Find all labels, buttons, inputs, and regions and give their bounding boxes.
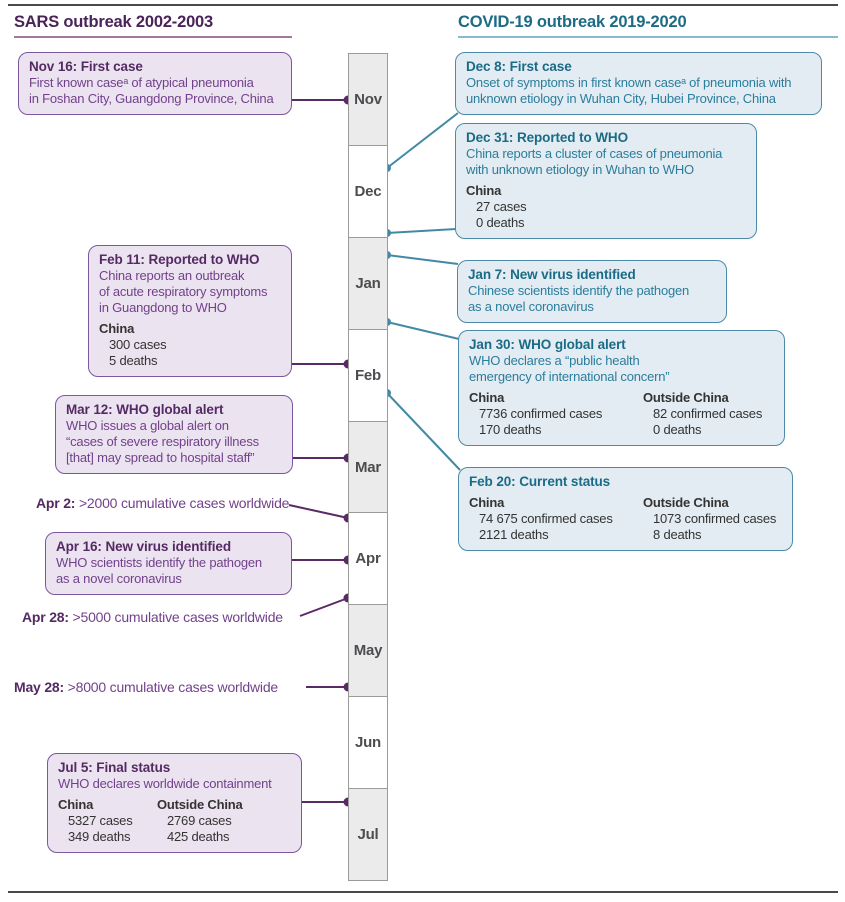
case-stats xyxy=(469,390,774,438)
stats-region-label: Outside China xyxy=(157,797,243,812)
stats-china xyxy=(466,183,526,231)
month-cell-jan: Jan xyxy=(349,237,387,329)
event-text-line: [that] may spread to hospital staff” xyxy=(66,450,255,465)
month-cell-jun: Jun xyxy=(349,696,387,788)
event-text-line: WHO scientists identify the pathogen xyxy=(56,555,262,570)
stats-region-label: China xyxy=(58,797,94,812)
case-stats xyxy=(466,183,746,231)
stats-cases: 300 cases xyxy=(109,337,167,352)
connector-feb20 xyxy=(387,393,460,470)
stats-deaths: 170 deaths xyxy=(479,422,542,437)
stats-deaths: 0 deaths xyxy=(653,422,702,437)
event-text-line: emergency of international concern” xyxy=(469,369,670,384)
event-text-line: unknown etiology in Wuhan City, Hubei Province, China xyxy=(466,91,776,106)
event-text-line: in Guangdong to WHO xyxy=(99,300,227,315)
event-title: Mar 12: WHO global alert xyxy=(66,402,224,417)
stats-deaths: 2121 deaths xyxy=(479,527,549,542)
milestone-date: Apr 2: xyxy=(36,495,76,511)
stats-cases: 5327 cases xyxy=(68,813,133,828)
event-text-line: First known caseᵃ of atypical pneumonia xyxy=(29,75,254,90)
connector-dec8 xyxy=(387,113,458,168)
milestone-text: >8000 cumulative cases worldwide xyxy=(63,679,278,695)
connector-jan7 xyxy=(387,255,458,264)
event-title: Jan 30: WHO global alert xyxy=(469,337,626,352)
event-box-covid-dec8 xyxy=(455,52,822,115)
milestone-apr28 xyxy=(22,609,283,625)
stats-cases: 2769 cases xyxy=(167,813,232,828)
stats-china xyxy=(99,321,166,369)
top-rule xyxy=(8,4,838,6)
event-box-covid-dec31 xyxy=(455,123,757,239)
sars-panel-title: SARS outbreak 2002-2003 xyxy=(14,13,213,31)
month-cell-dec: Dec xyxy=(349,145,387,237)
case-stats xyxy=(58,797,291,845)
event-text-line: WHO issues a global alert on xyxy=(66,418,229,433)
event-text-line: Chinese scientists identify the pathogen xyxy=(468,283,690,298)
event-text-line: in Foshan City, Guangdong Province, China xyxy=(29,91,274,106)
event-text-line: WHO declares a “public health xyxy=(469,353,640,368)
stats-deaths: 425 deaths xyxy=(167,829,230,844)
event-text-line: WHO declares worldwide containment xyxy=(58,776,272,791)
stats-cases: 1073 confirmed cases xyxy=(653,511,777,526)
milestone-apr2 xyxy=(36,495,289,511)
stats-deaths: 349 deaths xyxy=(68,829,131,844)
stats-outside-china xyxy=(643,495,776,543)
event-title: Jul 5: Final status xyxy=(58,760,171,775)
stats-outside-china xyxy=(157,797,243,845)
event-box-sars-nov16 xyxy=(18,52,292,115)
event-box-sars-jul5 xyxy=(47,753,302,853)
stats-deaths: 8 deaths xyxy=(653,527,702,542)
connector-apr28 xyxy=(300,598,348,616)
milestone-text: >2000 cumulative cases worldwide xyxy=(75,495,290,511)
stats-cases: 74 675 confirmed cases xyxy=(479,511,613,526)
covid-panel-title: COVID-19 outbreak 2019-2020 xyxy=(458,13,687,31)
stats-deaths: 0 deaths xyxy=(476,215,525,230)
stats-region-label: China xyxy=(469,390,505,405)
event-box-covid-jan7 xyxy=(457,260,727,323)
connector-apr2 xyxy=(289,505,348,518)
month-cell-jul: Jul xyxy=(349,788,387,880)
stats-region-label: China xyxy=(469,495,505,510)
event-box-covid-jan30 xyxy=(458,330,785,446)
case-stats xyxy=(99,321,281,369)
event-title: Apr 16: New virus identified xyxy=(56,539,231,554)
event-text-line: China reports an outbreak xyxy=(99,268,245,283)
event-text-line: with unknown etiology in Wuhan to WHO xyxy=(466,162,694,177)
milestone-text: >5000 cumulative cases worldwide xyxy=(68,609,283,625)
stats-china xyxy=(469,390,643,438)
event-title: Dec 31: Reported to WHO xyxy=(466,130,628,145)
month-cell-nov: Nov xyxy=(349,54,387,145)
stats-china xyxy=(469,495,643,543)
stats-region-label: Outside China xyxy=(643,390,729,405)
event-text-line: as a novel coronavirus xyxy=(468,299,594,314)
event-box-sars-feb11 xyxy=(88,245,292,377)
connector-jan30 xyxy=(387,322,459,339)
stats-outside-china xyxy=(643,390,762,438)
month-cell-may: May xyxy=(349,604,387,696)
covid-title-underline xyxy=(458,36,838,38)
milestone-date: May 28: xyxy=(14,679,64,695)
stats-cases: 82 confirmed cases xyxy=(653,406,763,421)
event-title: Feb 20: Current status xyxy=(469,474,611,489)
stats-deaths: 5 deaths xyxy=(109,353,158,368)
event-box-sars-apr16 xyxy=(45,532,292,595)
stats-region-label: Outside China xyxy=(643,495,729,510)
stats-china xyxy=(58,797,157,845)
event-title: Dec 8: First case xyxy=(466,59,572,74)
month-cell-apr: Apr xyxy=(349,512,387,604)
bottom-rule xyxy=(8,891,838,893)
event-title: Nov 16: First case xyxy=(29,59,143,74)
event-box-sars-mar12 xyxy=(55,395,293,474)
event-text-line: “cases of severe respiratory illness xyxy=(66,434,259,449)
month-cell-feb: Feb xyxy=(349,329,387,421)
event-text-line: China reports a cluster of cases of pneumonia xyxy=(466,146,723,161)
connector-dec31 xyxy=(387,229,456,233)
month-cell-mar: Mar xyxy=(349,421,387,513)
event-title: Jan 7: New virus identified xyxy=(468,267,636,282)
sars-title-underline xyxy=(14,36,292,38)
event-text-line: Onset of symptoms in first known caseᵃ of pneumonia with xyxy=(466,75,792,90)
stats-cases: 27 cases xyxy=(476,199,527,214)
case-stats xyxy=(469,495,782,543)
event-title: Feb 11: Reported to WHO xyxy=(99,252,260,267)
event-text-line: as a novel coronavirus xyxy=(56,571,182,586)
month-axis xyxy=(348,53,388,881)
milestone-may28 xyxy=(14,679,278,695)
stats-cases: 7736 confirmed cases xyxy=(479,406,603,421)
event-text-line: of acute respiratory symptoms xyxy=(99,284,268,299)
stats-region-label: China xyxy=(99,321,135,336)
stats-region-label: China xyxy=(466,183,502,198)
event-box-covid-feb20 xyxy=(458,467,793,551)
milestone-date: Apr 28: xyxy=(22,609,69,625)
